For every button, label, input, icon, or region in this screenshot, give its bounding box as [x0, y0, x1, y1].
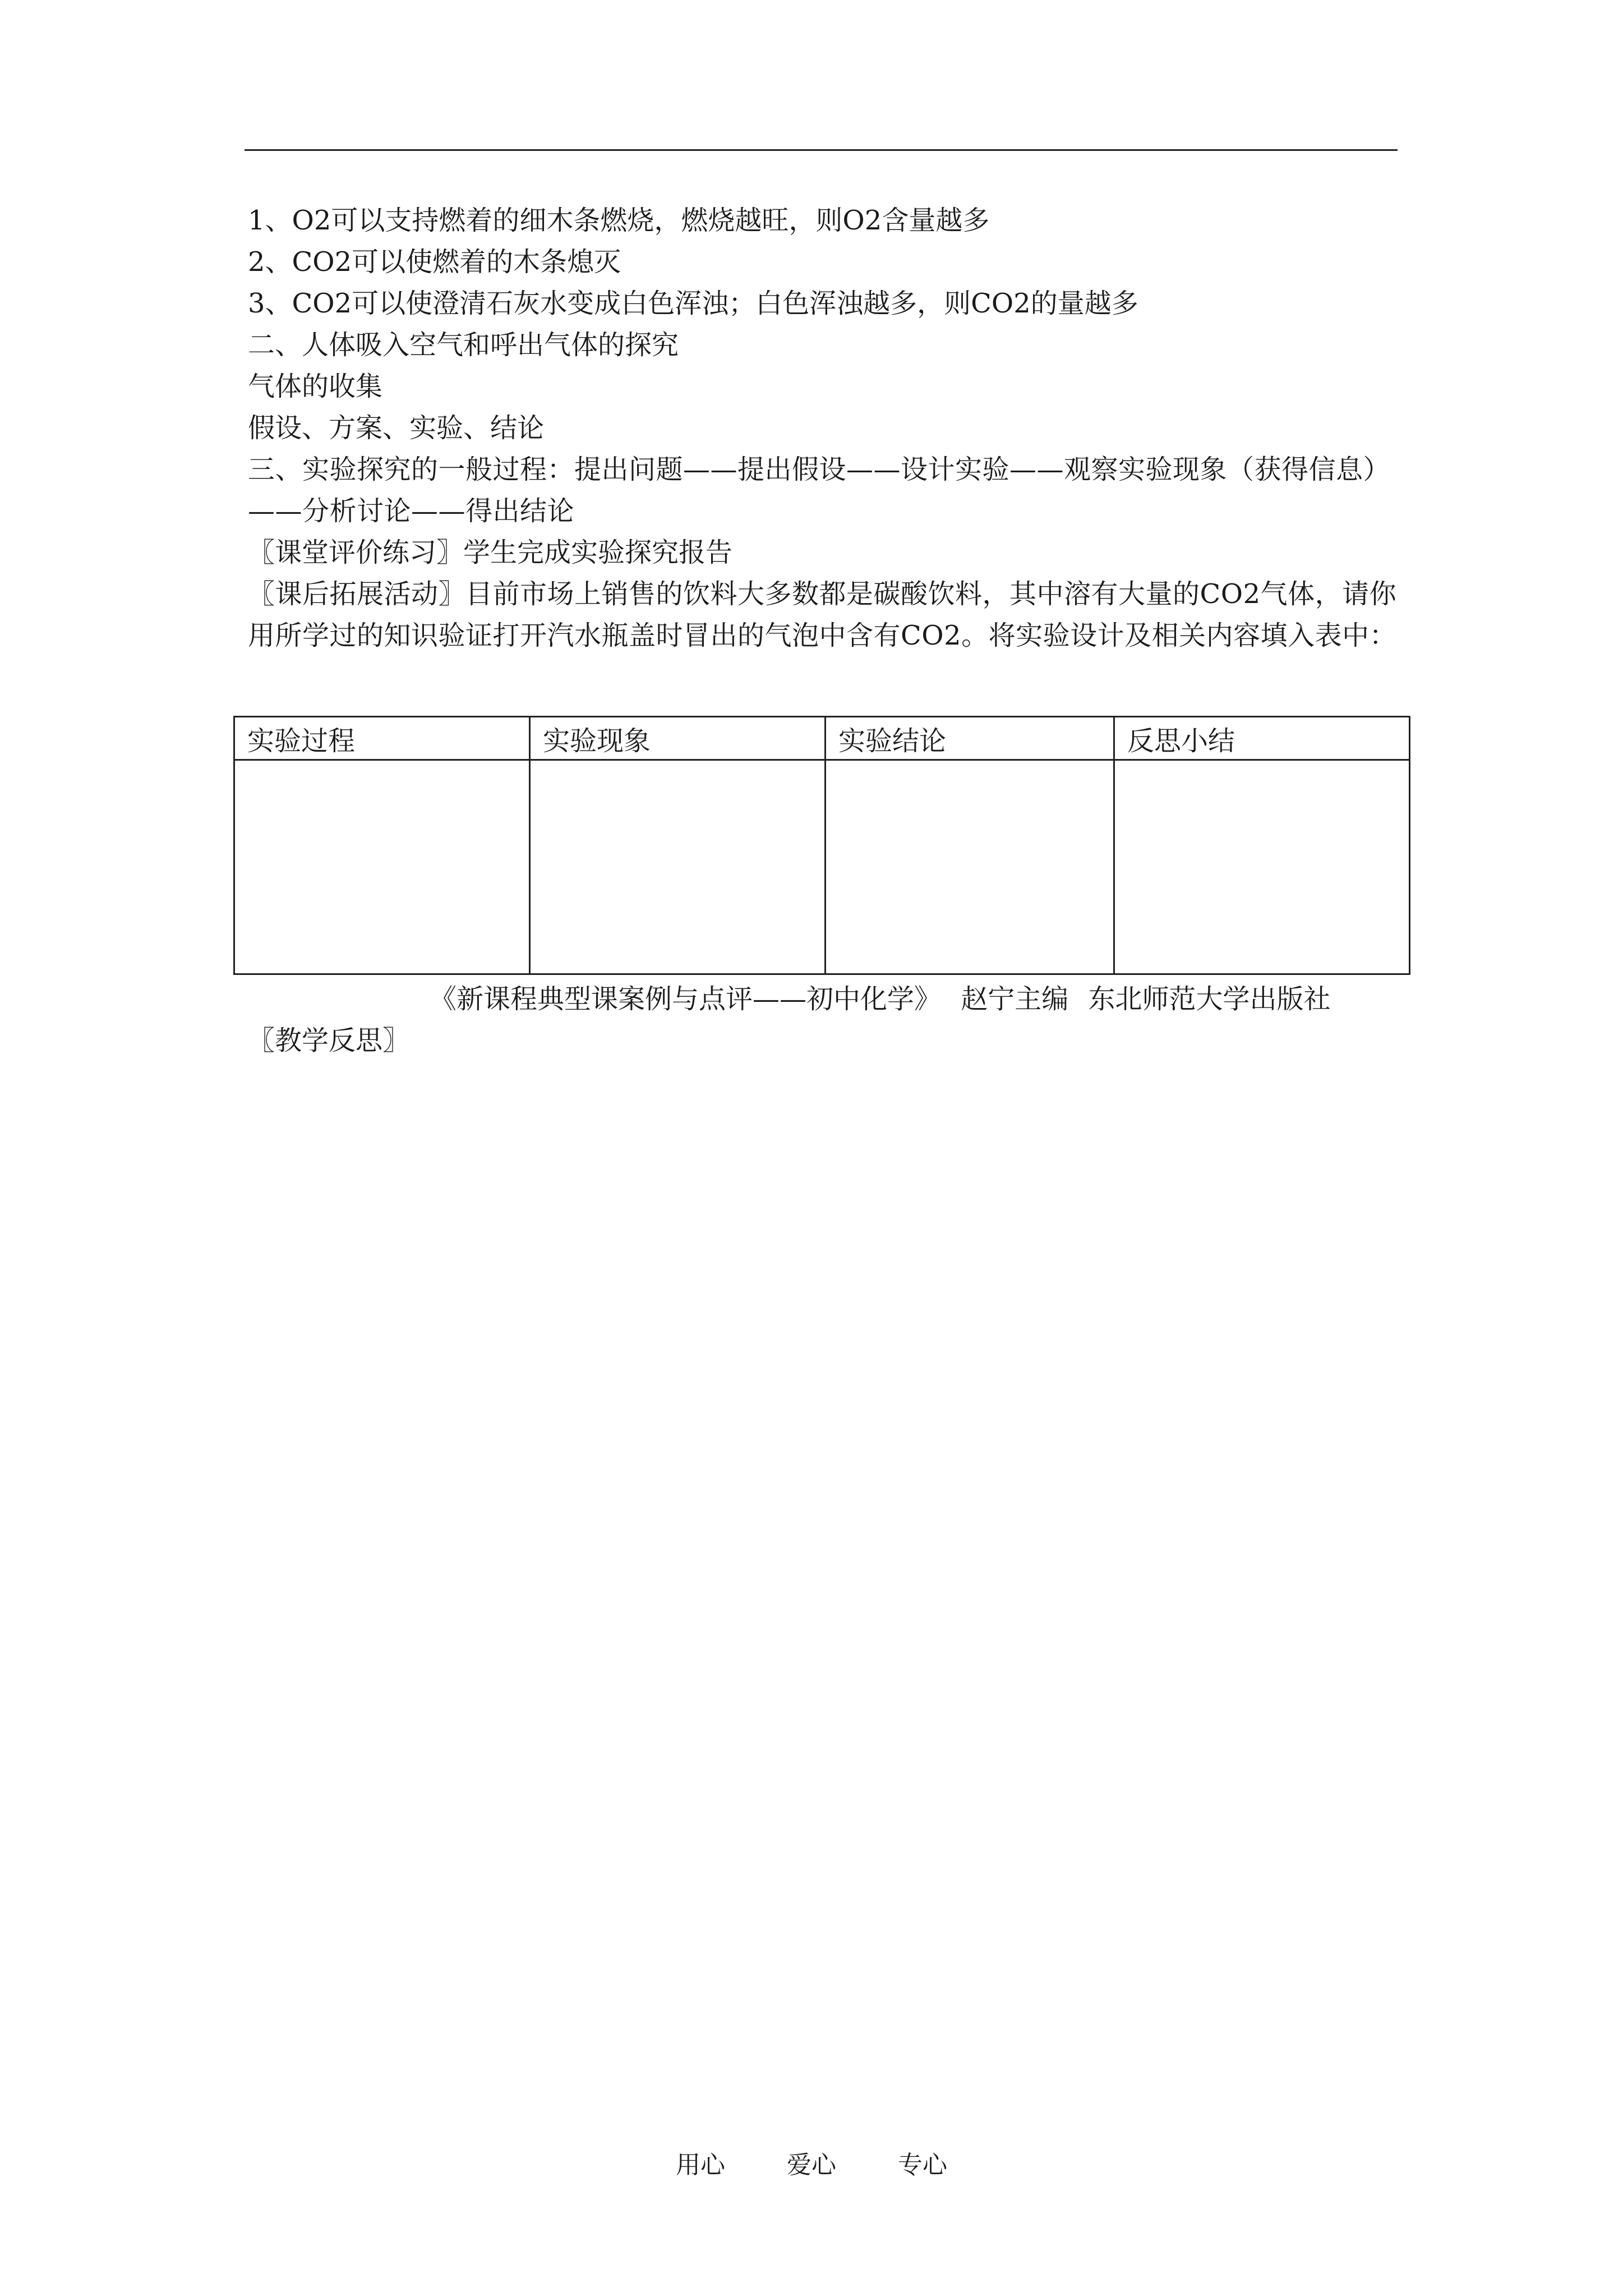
classroom-exercise-line: 〖课堂评价练习〗学生完成实验探究报告 [248, 537, 733, 568]
citation: 《新课程典型课案例与点评——初中化学》 赵宁主编 东北师范大学出版社 [430, 983, 1331, 1015]
cell-conclusion [826, 760, 1114, 974]
cell-summary [1114, 760, 1410, 974]
section-two-heading: 二、人体吸入空气和呼出气体的探究 [248, 329, 679, 361]
document-body [248, 200, 1403, 656]
header-rule [245, 149, 1398, 151]
experiment-report-table [233, 716, 1410, 975]
page-footer [0, 2148, 1623, 2182]
cell-phenomenon [530, 760, 826, 974]
header-process: 实验过程 [234, 717, 530, 760]
teaching-reflection-heading: 〖教学反思〗 [248, 1025, 410, 1056]
extension-activity-paragraph: 〖课后拓展活动〗目前市场上销售的饮料大多数都是碳酸饮料，其中溶有大量的CO2气体，请你用所学过的知识验证打开汽水瓶盖时冒出的气泡中含有CO2。将实验设计及相关内容填入表中： [248, 578, 1397, 651]
table-header-row [234, 717, 1410, 760]
o2-test-line: 1、O2可以支持燃着的细木条燃烧，燃烧越旺，则O2含量越多 [248, 205, 990, 236]
general-process-paragraph: 三、实验探究的一般过程：提出问题——提出假设——设计实验——观察实验现象（获得信息）——分析讨论——得出结论 [248, 454, 1391, 527]
header-conclusion: 实验结论 [826, 717, 1114, 760]
footer-word: 专心 [898, 2151, 947, 2179]
cell-process [234, 760, 530, 974]
footer-word: 爱心 [787, 2151, 836, 2179]
footer-word: 用心 [676, 2151, 725, 2179]
hypothesis-line: 假设、方案、实验、结论 [248, 412, 545, 444]
co2-limewater-line: 3、CO2可以使澄清石灰水变成白色浑浊；白色浑浊越多，则CO2的量越多 [248, 288, 1138, 319]
header-summary: 反思小结 [1114, 717, 1410, 760]
gas-collection-line: 气体的收集 [248, 371, 383, 402]
header-phenomenon: 实验现象 [530, 717, 826, 760]
table-empty-row [234, 760, 1410, 974]
co2-flame-line: 2、CO2可以使燃着的木条熄灭 [248, 246, 621, 278]
